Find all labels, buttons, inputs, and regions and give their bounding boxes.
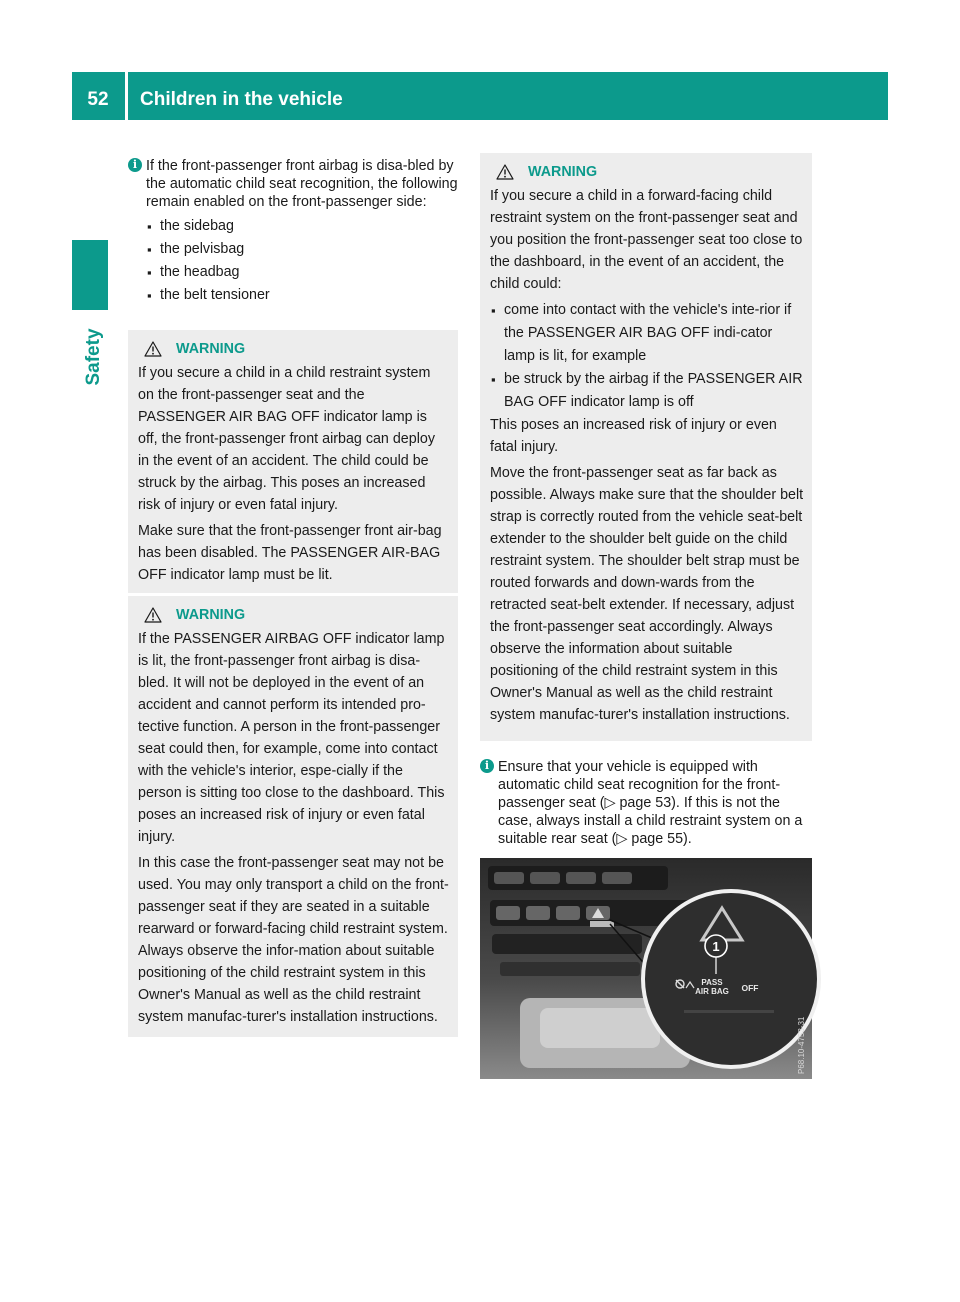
page-number: 52	[87, 89, 109, 110]
warning-triangle-icon	[144, 341, 162, 357]
left-column	[128, 157, 460, 307]
section-tab-label	[82, 322, 106, 392]
warning-paragraph: Make sure that the front-passenger front air-bag has been disabled. The PASSENGER AIR-BAG OFF indicator lamp must be lit.	[138, 523, 442, 583]
lamp-text-airbag: AIR BAG	[695, 987, 729, 996]
warning-box	[128, 330, 458, 593]
warning-paragraph: This poses an increased risk of injury or even fatal injury.	[490, 417, 777, 455]
warning-header	[138, 604, 450, 626]
warning-triangle-icon	[496, 164, 514, 180]
list-item: ▪ the belt tensioner	[146, 284, 460, 307]
section-tab-marker	[72, 240, 108, 310]
warning-box	[480, 153, 812, 741]
warning-paragraph: If you secure a child in a forward-facing child restraint system on the front-passenger seat and you position the front-passenger seat too close to the dashboard, in the event of an accident, the child could:	[490, 188, 803, 292]
info-icon: i	[128, 158, 142, 172]
info-note	[128, 157, 460, 307]
warning-header	[138, 338, 450, 360]
right-info-column	[480, 758, 812, 848]
warning-bullet-list	[490, 299, 804, 414]
warning-paragraph: In this case the front-passenger seat may not be used. You may only transport a child on the front-passenger seat if they are seated in a suitable rearward or forward-facing child restraint system. Always observe the infor-mation about suitable positioning of the child restraint system in this Owner's Manual as well as the child restraint system manufac-turer's installation instructions.	[138, 855, 449, 1025]
list-item: ▪ the sidebag	[146, 215, 460, 238]
image-reference-code	[794, 990, 808, 1076]
warning-title: WARNING	[176, 607, 246, 623]
info-bullet-list	[146, 215, 460, 307]
info-icon: i	[480, 759, 494, 773]
info-note-text: Ensure that your vehicle is equipped with automatic child seat recognition for the front-passenger seat (▷ page 53). If this is not the case, always install a child restraint system on a suitable rear seat (▷ page 55).	[498, 759, 803, 847]
warning-paragraph: If the PASSENGER AIRBAG OFF indicator lamp is lit, the front-passenger front airbag is disa-bled. It will not be deployed in the event of an accident and cannot perform its intended pro-tective function. A person in the front-passenger seat could then, for example, come into contact with the vehicle's interior, espe-cially if the person is sitting too close to the dashboard. This poses an increased risk of injury or even fatal injury.	[138, 631, 445, 845]
warning-paragraph: Move the front-passenger seat as far back as possible. Always make sure that the shoulder belt strap is correctly routed from the vehicle seat-belt extender to the shoulder belt guide on the child restraint system. The shoulder belt strap must be routed forwards and down-wards from the retracted seat-belt extender. If necessary, adjust the front-passenger seat accordingly. Always observe the information about suitable positioning of the child restraint system in this Owner's Manual as well as the child restraint system manufac-turer's installation instructions.	[490, 465, 804, 723]
warning-box	[128, 596, 458, 1037]
warning-title: WARNING	[176, 341, 246, 357]
header-divider	[125, 72, 128, 120]
lamp-text-pass: PASS	[701, 978, 723, 987]
list-item: ▪ come into contact with the vehicle's inte-rior if the PASSENGER AIR BAG OFF indi-cator lamp is lit, for example	[490, 299, 804, 368]
info-note-text: If the front-passenger front airbag is disa-bled by the automatic child seat recognition, the following remain enabled on the front-passenger side:	[146, 158, 458, 210]
page-header	[72, 72, 888, 120]
warning-title: WARNING	[528, 164, 598, 180]
list-item: ▪ the pelvisbag	[146, 238, 460, 261]
warning-triangle-icon	[144, 607, 162, 623]
info-note	[480, 758, 812, 848]
warning-header	[490, 161, 804, 183]
lamp-text-off: OFF	[741, 983, 759, 993]
callout-number: 1	[712, 939, 720, 954]
chapter-title: Children in the vehicle	[140, 89, 343, 110]
warning-paragraph: If you secure a child in a child restraint system on the front-passenger seat and the PASSENGER AIR BAG OFF indicator lamp is off, the front-passenger front airbag can deploy in the event of an accident. The child could be struck by the airbag. This poses an increased risk of injury or even fatal injury.	[138, 365, 435, 513]
section-tab-text: Safety	[83, 328, 104, 386]
list-item: ▪ the headbag	[146, 261, 460, 284]
image-code-text: P68.10-4753-31	[797, 1016, 806, 1074]
list-item: ▪ be struck by the airbag if the PASSENGER AIR BAG OFF indicator lamp is off	[490, 368, 804, 414]
